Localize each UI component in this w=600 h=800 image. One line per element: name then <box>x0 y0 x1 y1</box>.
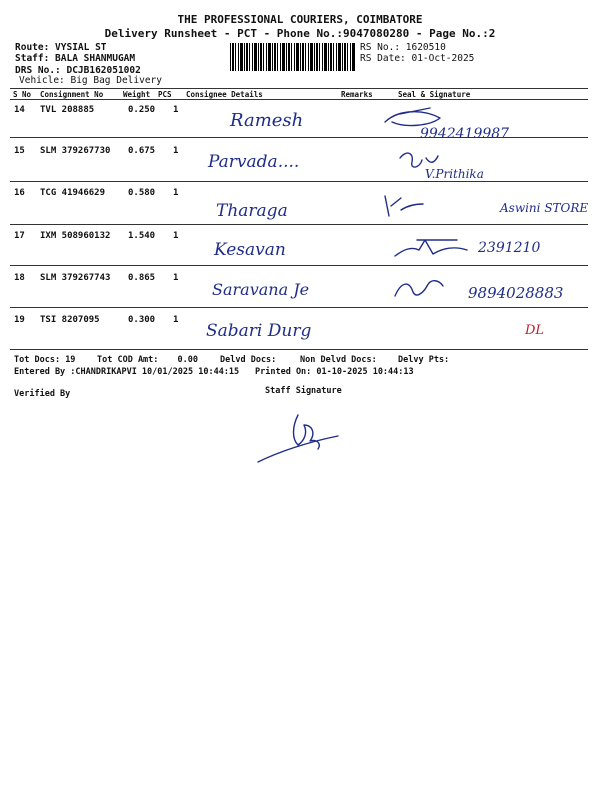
entered-by: Entered By :CHANDRIKAPVI 10/01/2025 10:44:15 <box>14 367 240 377</box>
printed-on: Printed On: 01-10-2025 10:44:13 <box>255 367 414 377</box>
row-sno: 16 <box>14 188 25 198</box>
signature-scribble <box>385 196 423 216</box>
signature-scribble <box>385 108 440 125</box>
consignee-handwritten: Ramesh <box>230 110 304 131</box>
tot-docs-label: Tot Docs: <box>14 355 61 365</box>
seal-handwritten: 9942419987 <box>420 126 510 142</box>
seal-handwritten: 9894028883 <box>468 284 564 302</box>
row-weight: 0.675 <box>128 146 156 156</box>
seal-handwritten: V.Prithika <box>425 167 484 181</box>
tot-docs-value: 19 <box>65 355 76 365</box>
col-header-remarks: Remarks <box>341 90 373 99</box>
drs-number: DRS No.: DCJB162051002 <box>15 65 141 76</box>
tot-cod <box>97 355 198 365</box>
consignee-handwritten: Kesavan <box>214 240 286 260</box>
col-header-consignment: Consignment No <box>40 90 104 99</box>
row-pcs: 1 <box>173 315 179 325</box>
row-weight: 0.250 <box>128 105 156 115</box>
row-sno: 14 <box>14 105 25 115</box>
consignee-handwritten: Parvada.... <box>208 152 300 172</box>
consignee-handwritten: Tharaga <box>216 201 288 221</box>
tot-cod-label: Tot COD Amt: <box>97 355 159 365</box>
row-consignment: SLM 379267743 <box>40 273 111 283</box>
row-consignment: IXM 508960132 <box>40 231 111 241</box>
row-weight: 0.580 <box>128 188 156 198</box>
col-header-sno: S No <box>13 90 32 99</box>
row-weight: 0.300 <box>128 315 156 325</box>
signature-scribble <box>400 153 438 167</box>
row-consignment: TCG 41946629 <box>40 188 106 198</box>
row-pcs: 1 <box>173 146 179 156</box>
seal-handwritten-red: DL <box>525 323 545 338</box>
row-pcs: 1 <box>173 231 179 241</box>
runsheet-subtitle: Delivery Runsheet - PCT - Phone No.:9047080280 - Page No.:2 <box>104 27 496 40</box>
consignee-handwritten: Sabari Durg <box>206 321 312 341</box>
rs-number: RS No.: 1620510 <box>360 42 446 53</box>
row-weight: 1.540 <box>128 231 156 241</box>
row-weight: 0.865 <box>128 273 156 283</box>
row-pcs: 1 <box>173 188 179 198</box>
company-title: THE PROFESSIONAL COURIERS, COIMBATORE <box>177 13 423 26</box>
row-consignment: TVL 208885 <box>40 105 95 115</box>
row-pcs: 1 <box>173 105 179 115</box>
col-header-consignee: Consignee Details <box>186 90 263 99</box>
tot-cod-value: 0.00 <box>177 355 199 365</box>
row-pcs: 1 <box>173 273 179 283</box>
vehicle: Vehicle: Big Bag Delivery <box>19 75 162 86</box>
signature-scribble <box>395 281 443 296</box>
tot-docs <box>14 355 75 365</box>
rs-date: RS Date: 01-Oct-2025 <box>360 53 475 64</box>
col-header-seal: Seal & Signature <box>398 90 471 99</box>
consignee-handwritten: Saravana Je <box>212 280 310 299</box>
row-consignment: SLM 379267730 <box>40 146 111 156</box>
row-sno: 19 <box>14 315 25 325</box>
signature-scribble <box>395 240 467 256</box>
seal-handwritten: Aswini STORE <box>500 201 589 215</box>
non-delvd-docs: Non Delvd Docs: <box>300 355 377 365</box>
staff-signature-label: Staff Signature <box>265 386 342 396</box>
col-header-weight: Weight <box>123 90 151 99</box>
route: Route: VYSIAL ST <box>15 42 107 53</box>
row-sno: 18 <box>14 273 25 283</box>
staff: Staff: BALA SHANMUGAM <box>15 53 136 64</box>
row-sno: 15 <box>14 146 25 156</box>
col-header-pcs: PCS <box>158 90 172 99</box>
verified-by: Verified By <box>14 389 71 399</box>
row-consignment: TSI 8207095 <box>40 315 100 325</box>
seal-handwritten: 2391210 <box>478 240 541 256</box>
row-sno: 17 <box>14 231 25 241</box>
delvy-pts: Delvy Pts: <box>398 355 450 365</box>
staff-signature-scribble <box>258 415 338 462</box>
delvd-docs: Delvd Docs: <box>220 355 277 365</box>
